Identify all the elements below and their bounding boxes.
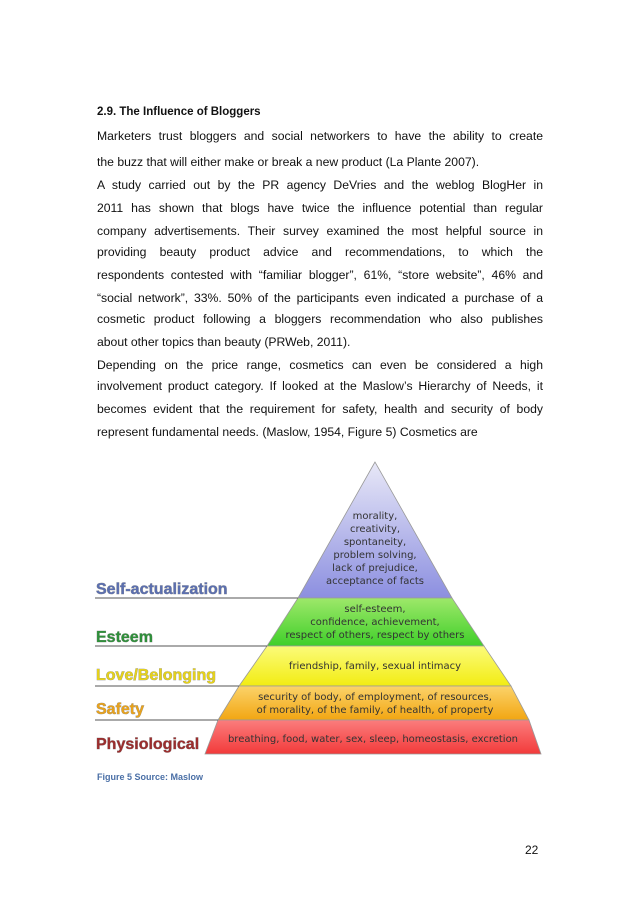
body-line: respondents contested with “familiar blogger”, 61%, “store website”, 46% and	[97, 268, 543, 282]
body-line: about other topics than beauty (PRWeb, 2011).	[97, 335, 351, 349]
body-line: providing beauty product advice and recommendations, to which the	[97, 245, 543, 259]
section-heading: 2.9. The Influence of Bloggers	[97, 106, 261, 118]
body-line: A study carried out by the PR agency DeVries and the weblog BlogHer in	[97, 178, 543, 192]
level-label-physiological: Physiological	[96, 736, 200, 753]
tier-text: self-esteem,	[344, 604, 406, 615]
level-label-esteem: Esteem	[96, 629, 153, 646]
tier-text: spontaneity,	[343, 537, 407, 548]
tier-text: friendship, family, sexual intimacy	[288, 661, 462, 672]
body-line: “social network”, 33%. 50% of the participants even indicated a purchase of a	[97, 291, 543, 305]
tier-text: problem solving,	[333, 550, 417, 561]
tier-text: security of body, of employment, of resources,	[258, 692, 492, 703]
tier-text: confidence, achievement,	[310, 617, 440, 628]
body-line: involvement product category. If looked at the Maslow’s Hierarchy of Needs, it	[97, 379, 543, 393]
body-line: 2011 has shown that blogs have twice the influence potential than regular	[97, 201, 543, 215]
body-line: Depending on the price range, cosmetics can even be considered a high	[97, 358, 543, 372]
body-line: the buzz that will either make or break a new product (La Plante 2007).	[97, 155, 480, 169]
tier-text: of morality, of the family, of health, of property	[256, 705, 494, 716]
body-line: company advertisements. Their survey examined the most helpful source in	[97, 224, 543, 238]
maslow-pyramid-figure	[92, 458, 547, 758]
tier-text: acceptance of facts	[326, 576, 424, 587]
tier-text: creativity,	[349, 524, 401, 535]
level-label-love-belonging: Love/Belonging	[96, 667, 216, 684]
tier-text: lack of prejudice,	[332, 563, 418, 574]
body-line: becomes evident that the requirement for safety, health and security of body	[97, 402, 543, 416]
body-line: cosmetic product following a bloggers recommendation who also publishes	[97, 312, 543, 326]
level-label-safety: Safety	[96, 701, 145, 718]
figure-caption: Figure 5 Source: Maslow	[97, 772, 204, 782]
level-label-self-actualization: Self-actualization	[96, 581, 228, 598]
body-line: represent fundamental needs. (Maslow, 1954, Figure 5) Cosmetics are	[97, 425, 478, 439]
tier-text: morality,	[352, 511, 398, 522]
body-line: Marketers trust bloggers and social networkers to have the ability to create	[97, 129, 543, 143]
tier-text: breathing, food, water, sex, sleep, homeostasis, excretion	[227, 734, 519, 745]
tier-text: respect of others, respect by others	[285, 630, 465, 641]
page-number: 22	[525, 843, 539, 857]
